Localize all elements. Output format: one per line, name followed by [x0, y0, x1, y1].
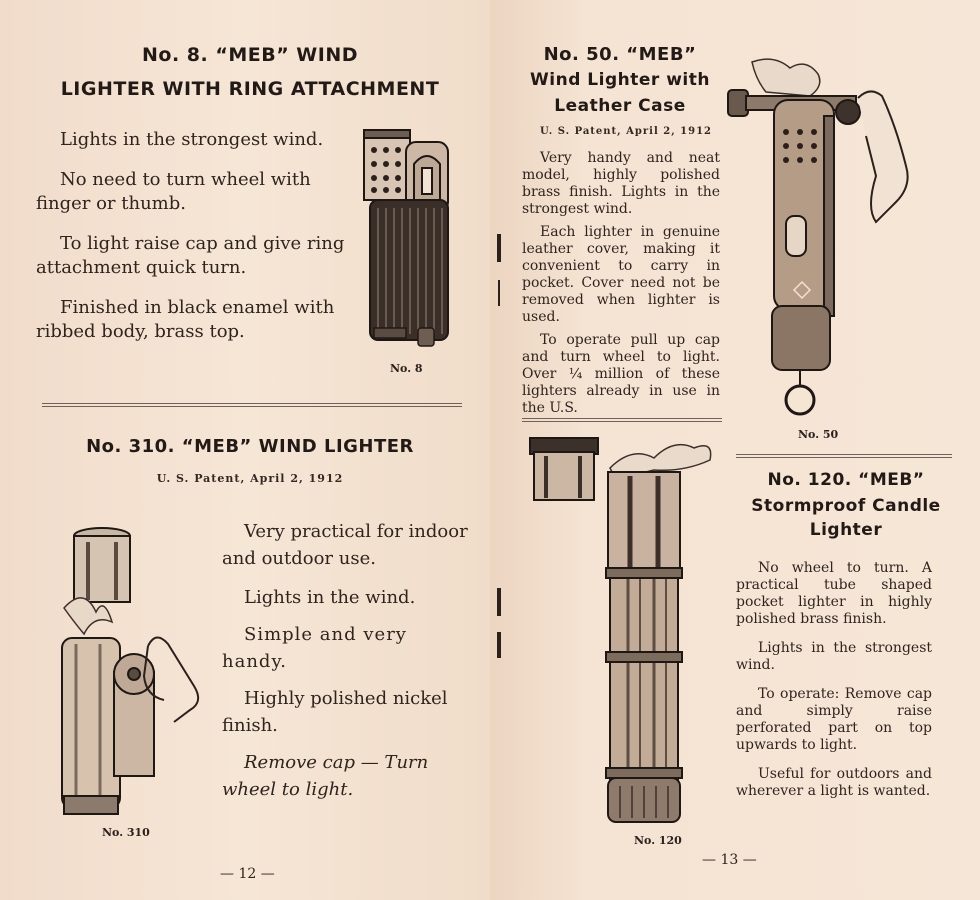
no50-title-line1: No. 50. “MEB”	[543, 44, 697, 65]
no310-para-3: Simple and very handy.	[222, 624, 407, 672]
section-divider-right-mid	[736, 454, 952, 458]
right-page	[490, 0, 980, 900]
no120-para-1: No wheel to turn. A practical tube shaped pocket lighter in highly polished brass finish.	[736, 560, 932, 627]
no8-para-4: Finished in black enamel with ribbed body, brass top.	[36, 297, 335, 342]
no310-para-4: Highly polished nickel finish.	[222, 688, 448, 736]
no8-para-3: To light raise cap and give ring attachment quick turn.	[36, 233, 345, 278]
no8-para-2: No need to turn wheel with finger or thumb.	[36, 169, 311, 214]
no8-description	[36, 128, 348, 344]
no50-patent: U. S. Patent, April 2, 1912	[539, 126, 712, 137]
no50-lighter-illustration	[726, 56, 926, 422]
section-divider-left	[42, 403, 462, 407]
no50-title-line3: Leather Case	[554, 96, 686, 116]
binding-mark	[498, 280, 500, 306]
no310-title: No. 310. “MEB” WIND LIGHTER	[86, 436, 414, 457]
no120-para-4: Useful for outdoors and wherever a light is wanted.	[736, 766, 932, 799]
binding-mark	[497, 632, 501, 658]
no310-lighter-illustration	[44, 526, 214, 824]
left-page-number: — 12 —	[220, 866, 275, 882]
no120-title-line2: Stormproof Candle	[751, 496, 941, 516]
right-page-number: — 13 —	[702, 852, 757, 868]
no8-lighter-illustration	[356, 124, 456, 349]
no120-para-3: To operate: Remove cap and simply raise perforated part on top upwards to light.	[736, 686, 932, 753]
section-divider-right-top	[522, 418, 722, 422]
no310-caption: No. 310	[102, 826, 150, 839]
no8-title-line1: No. 8. “MEB” WIND	[142, 44, 358, 66]
no50-title-line2: Wind Lighter with	[530, 70, 710, 90]
no310-description	[222, 518, 470, 803]
no50-caption: No. 50	[798, 428, 839, 441]
binding-mark	[497, 588, 501, 616]
no8-title-line2: LIGHTER WITH RING ATTACHMENT	[60, 78, 440, 100]
no120-lighter-illustration	[524, 428, 724, 830]
no310-patent: U. S. Patent, April 2, 1912	[156, 472, 344, 485]
no120-caption: No. 120	[634, 834, 682, 847]
no310-para-5: Remove cap — Turn wheel to light.	[222, 752, 429, 800]
no50-para-3: To operate pull up cap and turn wheel to light. Over ¼ million of these lighters already in use in the U.S.	[522, 332, 720, 416]
no8-caption: No. 8	[390, 362, 423, 375]
no50-para-1: Very handy and neat model, highly polished brass finish. Lights in the strongest wind.	[522, 150, 720, 217]
no50-para-2: Each lighter in genuine leather cover, making it convenient to carry in pocket. Cover need not be removed when lighter is used.	[522, 224, 720, 325]
binding-mark	[497, 234, 501, 262]
no8-para-1: Lights in the strongest wind.	[60, 129, 324, 150]
no120-title-line1: No. 120. “MEB”	[767, 470, 925, 490]
no50-description	[522, 150, 720, 417]
no120-para-2: Lights in the strongest wind.	[736, 640, 932, 673]
no310-para-2: Lights in the wind.	[244, 587, 416, 608]
no120-title-line3: Lighter	[809, 520, 883, 540]
no310-para-1: Very practical for indoor and outdoor use.	[222, 521, 468, 569]
no120-description	[736, 560, 932, 800]
